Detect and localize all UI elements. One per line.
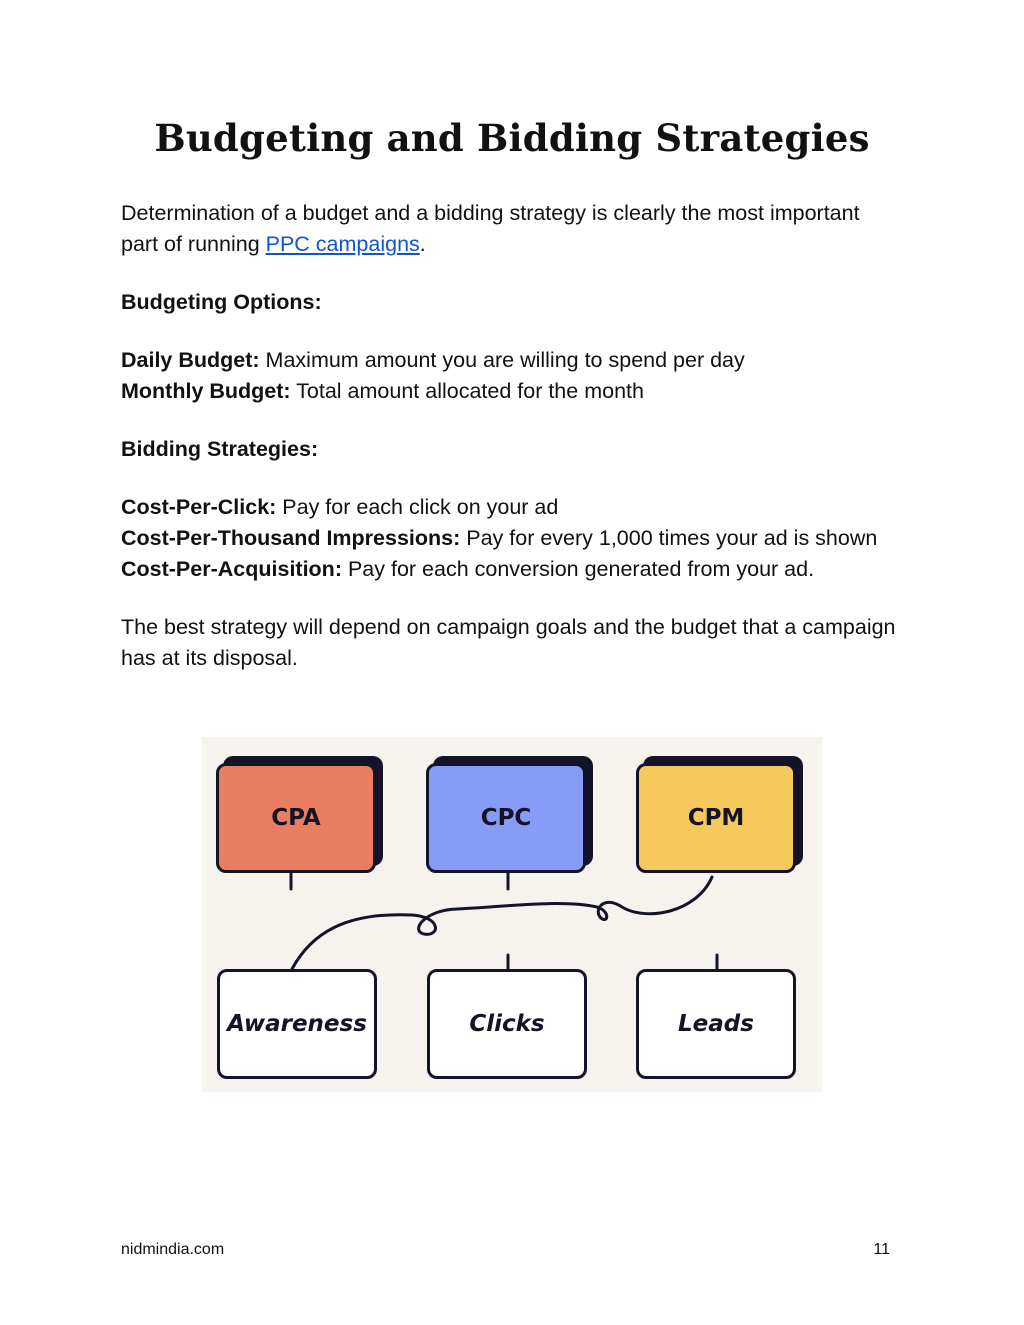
footer-site: nidmindia.com xyxy=(121,1241,225,1258)
awareness-box xyxy=(217,969,377,1079)
budgeting-heading: Budgeting Options: xyxy=(121,290,322,314)
intro-text-end: . xyxy=(419,232,426,256)
bidding-diagram xyxy=(202,737,822,1092)
cpc-box xyxy=(426,763,586,873)
bidding-item xyxy=(121,554,901,585)
bidding-desc: Pay for every 1,000 times your ad is shown xyxy=(460,526,878,550)
intro-paragraph xyxy=(121,198,901,260)
budget-term: Daily Budget: xyxy=(121,348,260,372)
clicks-box xyxy=(427,969,587,1079)
budget-desc: Total amount allocated for the month xyxy=(290,379,644,403)
bidding-item xyxy=(121,523,901,554)
cpm-box xyxy=(636,763,796,873)
bidding-term: Cost-Per-Click: xyxy=(121,495,277,519)
budget-item xyxy=(121,345,901,376)
cpa-label: CPA xyxy=(271,805,321,831)
awareness-label: Awareness xyxy=(227,1011,367,1037)
page-number: 11 xyxy=(873,1241,890,1258)
body-content xyxy=(121,198,901,674)
page-title: Budgeting and Bidding Strategies xyxy=(154,116,870,160)
cpm-label: CPM xyxy=(687,805,745,831)
bidding-term: Cost-Per-Thousand Impressions: xyxy=(121,526,461,550)
budget-item xyxy=(121,376,901,407)
bidding-heading: Bidding Strategies: xyxy=(121,437,319,461)
budget-term: Monthly Budget: xyxy=(121,379,291,403)
budget-desc: Maximum amount you are willing to spend per day xyxy=(259,348,745,372)
bidding-item xyxy=(121,492,901,523)
bidding-term: Cost-Per-Acquisition: xyxy=(121,557,342,581)
ppc-campaigns-link[interactable]: PPC campaigns xyxy=(265,232,420,256)
cpc-label: CPC xyxy=(480,805,532,831)
leads-label: Leads xyxy=(678,1011,754,1037)
curly-connector xyxy=(292,877,712,969)
intro-text: Determination of a budget and a bidding strategy is clearly the most important part of running xyxy=(121,201,860,256)
conclusion-paragraph: The best strategy will depend on campaign goals and the budget that a campaign has at its disposal. xyxy=(121,615,896,670)
cpa-box xyxy=(216,763,376,873)
bidding-desc: Pay for each click on your ad xyxy=(276,495,559,519)
leads-box xyxy=(636,969,796,1079)
clicks-label: Clicks xyxy=(469,1011,545,1037)
bidding-desc: Pay for each conversion generated from your ad. xyxy=(341,557,815,581)
